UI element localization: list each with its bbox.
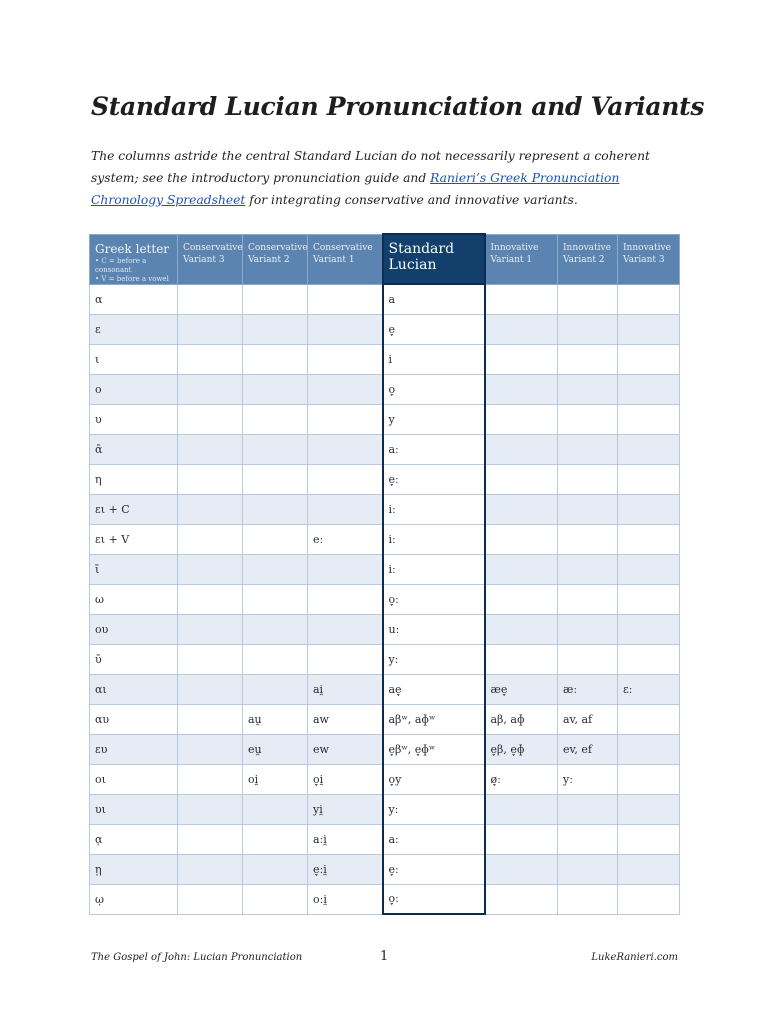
- cell-innovative-1: [485, 464, 558, 494]
- cell-conservative-3: [178, 794, 243, 824]
- cell-innovative-2: [558, 404, 618, 434]
- cell-greek-letter: ῡ: [90, 644, 178, 674]
- cell-conservative-2: [243, 554, 308, 584]
- cell-conservative-2: [243, 404, 308, 434]
- cell-innovative-2: av, af: [558, 704, 618, 734]
- cell-greek-letter: αυ: [90, 704, 178, 734]
- cell-innovative-2: [558, 434, 618, 464]
- cell-conservative-1: ew: [308, 734, 383, 764]
- cell-conservative-3: [178, 314, 243, 344]
- cell-innovative-1: [485, 344, 558, 374]
- cell-innovative-3: [618, 854, 680, 884]
- cell-conservative-1: oːi̯: [308, 884, 383, 914]
- cell-standard-lucian: ae̞: [383, 674, 485, 704]
- cell-innovative-1: aβ, aɸ: [485, 704, 558, 734]
- table-row: [90, 764, 680, 794]
- cell-conservative-2: [243, 464, 308, 494]
- cell-standard-lucian: aː: [383, 824, 485, 854]
- cell-conservative-1: [308, 314, 383, 344]
- cell-innovative-1: [485, 854, 558, 884]
- cell-greek-letter: ᾱ: [90, 434, 178, 464]
- footer-website: LukeRanieri.com: [591, 952, 678, 963]
- cell-innovative-3: [618, 554, 680, 584]
- cell-innovative-3: ɛː: [618, 674, 680, 704]
- table-row: [90, 284, 680, 314]
- cell-greek-letter: ᾳ: [90, 824, 178, 854]
- cell-innovative-2: [558, 794, 618, 824]
- cell-conservative-2: au̯: [243, 704, 308, 734]
- footer-page-number: 1: [380, 949, 389, 964]
- cell-conservative-1: [308, 554, 383, 584]
- cell-conservative-1: [308, 584, 383, 614]
- cell-standard-lucian: a: [383, 284, 485, 314]
- table-row: [90, 614, 680, 644]
- cell-conservative-1: [308, 494, 383, 524]
- footer-document-title: The Gospel of John: Lucian Pronunciation: [91, 952, 303, 963]
- cell-conservative-2: [243, 614, 308, 644]
- table-row: [90, 524, 680, 554]
- cell-greek-letter: ῳ: [90, 884, 178, 914]
- cell-innovative-3: [618, 734, 680, 764]
- cell-innovative-2: æː: [558, 674, 618, 704]
- header-greek-letter: [90, 234, 178, 284]
- cell-innovative-1: [485, 794, 558, 824]
- cell-greek-letter: ει + C: [90, 494, 178, 524]
- cell-conservative-3: [178, 704, 243, 734]
- cell-standard-lucian: aː: [383, 434, 485, 464]
- cell-conservative-3: [178, 824, 243, 854]
- cell-innovative-3: [618, 404, 680, 434]
- cell-conservative-3: [178, 614, 243, 644]
- cell-innovative-3: [618, 884, 680, 914]
- cell-conservative-2: [243, 374, 308, 404]
- cell-innovative-3: [618, 584, 680, 614]
- cell-conservative-3: [178, 374, 243, 404]
- cell-innovative-2: [558, 884, 618, 914]
- cell-innovative-3: [618, 464, 680, 494]
- cell-standard-lucian: aβʷ, aɸʷ: [383, 704, 485, 734]
- cell-conservative-1: o̞i̯: [308, 764, 383, 794]
- cell-innovative-3: [618, 614, 680, 644]
- header-conservative-3: Conservative Variant 3: [178, 234, 243, 284]
- header-standard-lucian: Standard Lucian: [383, 234, 485, 284]
- cell-greek-letter: ῑ: [90, 554, 178, 584]
- cell-greek-letter: αι: [90, 674, 178, 704]
- table-row: [90, 464, 680, 494]
- cell-conservative-2: [243, 644, 308, 674]
- cell-conservative-1: [308, 344, 383, 374]
- cell-innovative-3: [618, 794, 680, 824]
- cell-greek-letter: ω: [90, 584, 178, 614]
- cell-conservative-1: [308, 434, 383, 464]
- cell-conservative-2: [243, 674, 308, 704]
- cell-greek-letter: υ: [90, 404, 178, 434]
- cell-conservative-2: [243, 524, 308, 554]
- cell-innovative-1: [485, 824, 558, 854]
- header-conservative-2: Conservative Variant 2: [243, 234, 308, 284]
- cell-innovative-3: [618, 764, 680, 794]
- cell-conservative-1: aːi̯: [308, 824, 383, 854]
- cell-greek-letter: ευ: [90, 734, 178, 764]
- pronunciation-table: [89, 233, 680, 915]
- table-row: [90, 434, 680, 464]
- header-note-vowel: • V = before a vowel: [95, 274, 169, 283]
- table-row: [90, 854, 680, 884]
- cell-greek-letter: ῃ: [90, 854, 178, 884]
- cell-innovative-1: ø̞ː: [485, 764, 558, 794]
- cell-innovative-3: [618, 314, 680, 344]
- cell-standard-lucian: o̞ː: [383, 584, 485, 614]
- header-innovative-3: Innovative Variant 3: [618, 234, 680, 284]
- cell-conservative-2: [243, 314, 308, 344]
- cell-conservative-1: aw: [308, 704, 383, 734]
- header-note-consonant: • C = before a consonant: [95, 256, 147, 274]
- cell-innovative-3: [618, 644, 680, 674]
- cell-conservative-1: [308, 374, 383, 404]
- cell-standard-lucian: yː: [383, 794, 485, 824]
- cell-innovative-3: [618, 284, 680, 314]
- cell-innovative-3: [618, 824, 680, 854]
- cell-conservative-2: [243, 344, 308, 374]
- header-conservative-1: Conservative Variant 1: [308, 234, 383, 284]
- cell-innovative-1: [485, 314, 558, 344]
- cell-conservative-3: [178, 404, 243, 434]
- cell-conservative-2: [243, 884, 308, 914]
- cell-innovative-2: [558, 344, 618, 374]
- cell-conservative-1: [308, 614, 383, 644]
- table-row: [90, 704, 680, 734]
- cell-conservative-3: [178, 494, 243, 524]
- intro-text-after: for integrating conservative and innovative variants.: [245, 193, 578, 207]
- cell-conservative-1: yi̯: [308, 794, 383, 824]
- cell-conservative-2: [243, 584, 308, 614]
- cell-conservative-1: [308, 284, 383, 314]
- table-row: [90, 404, 680, 434]
- cell-standard-lucian: iː: [383, 524, 485, 554]
- cell-innovative-1: [485, 494, 558, 524]
- cell-innovative-2: [558, 464, 618, 494]
- cell-standard-lucian: y: [383, 404, 485, 434]
- table-row: [90, 584, 680, 614]
- intro-paragraph: [91, 145, 691, 211]
- cell-innovative-1: e̞β, e̞ɸ: [485, 734, 558, 764]
- cell-innovative-2: [558, 824, 618, 854]
- spreadsheet-link[interactable]: Ranieri’s Greek Pronunciation Chronology Spreadsheet: [91, 171, 620, 207]
- cell-innovative-3: [618, 494, 680, 524]
- table-row: [90, 374, 680, 404]
- cell-greek-letter: ο: [90, 374, 178, 404]
- cell-innovative-1: [485, 524, 558, 554]
- cell-conservative-2: [243, 854, 308, 884]
- cell-conservative-2: [243, 794, 308, 824]
- cell-innovative-1: [485, 404, 558, 434]
- cell-conservative-3: [178, 584, 243, 614]
- header-greek-letter-label: Greek letter: [95, 241, 170, 256]
- cell-innovative-2: [558, 554, 618, 584]
- cell-innovative-2: [558, 614, 618, 644]
- cell-conservative-3: [178, 524, 243, 554]
- cell-standard-lucian: iː: [383, 494, 485, 524]
- cell-innovative-1: [485, 284, 558, 314]
- cell-innovative-2: [558, 314, 618, 344]
- cell-conservative-3: [178, 764, 243, 794]
- cell-conservative-2: oi̯: [243, 764, 308, 794]
- cell-standard-lucian: iː: [383, 554, 485, 584]
- cell-innovative-2: [558, 854, 618, 884]
- cell-innovative-1: [485, 644, 558, 674]
- cell-greek-letter: ου: [90, 614, 178, 644]
- cell-innovative-2: ev, ef: [558, 734, 618, 764]
- cell-standard-lucian: o̞ː: [383, 884, 485, 914]
- table-row: [90, 884, 680, 914]
- cell-conservative-3: [178, 644, 243, 674]
- cell-innovative-3: [618, 704, 680, 734]
- cell-conservative-3: [178, 854, 243, 884]
- cell-conservative-1: ai̯: [308, 674, 383, 704]
- cell-standard-lucian: e̞: [383, 314, 485, 344]
- cell-greek-letter: υι: [90, 794, 178, 824]
- cell-conservative-1: [308, 644, 383, 674]
- cell-innovative-2: [558, 644, 618, 674]
- table-row: [90, 344, 680, 374]
- cell-innovative-1: [485, 884, 558, 914]
- cell-standard-lucian: o̞y: [383, 764, 485, 794]
- cell-innovative-3: [618, 374, 680, 404]
- header-innovative-1: Innovative Variant 1: [485, 234, 558, 284]
- cell-greek-letter: ι: [90, 344, 178, 374]
- cell-innovative-2: [558, 284, 618, 314]
- cell-conservative-3: [178, 734, 243, 764]
- cell-innovative-3: [618, 434, 680, 464]
- cell-conservative-2: eu̯: [243, 734, 308, 764]
- cell-conservative-3: [178, 554, 243, 584]
- cell-standard-lucian: e̞ː: [383, 854, 485, 884]
- cell-innovative-2: [558, 584, 618, 614]
- cell-innovative-3: [618, 344, 680, 374]
- cell-innovative-1: [485, 374, 558, 404]
- cell-innovative-1: [485, 554, 558, 584]
- cell-greek-letter: ει + V: [90, 524, 178, 554]
- table-row: [90, 824, 680, 854]
- table-header-row: [90, 234, 680, 284]
- page-title: Standard Lucian Pronunciation and Variants: [91, 92, 705, 121]
- cell-greek-letter: η: [90, 464, 178, 494]
- table-row: [90, 644, 680, 674]
- cell-standard-lucian: e̞ː: [383, 464, 485, 494]
- table-row: [90, 554, 680, 584]
- cell-conservative-1: [308, 404, 383, 434]
- cell-innovative-2: [558, 374, 618, 404]
- table-body: [90, 284, 680, 914]
- cell-standard-lucian: e̞βʷ, e̞ɸʷ: [383, 734, 485, 764]
- cell-greek-letter: α: [90, 284, 178, 314]
- cell-conservative-3: [178, 344, 243, 374]
- cell-conservative-2: [243, 284, 308, 314]
- cell-conservative-3: [178, 434, 243, 464]
- cell-innovative-2: yː: [558, 764, 618, 794]
- cell-standard-lucian: uː: [383, 614, 485, 644]
- header-innovative-2: Innovative Variant 2: [558, 234, 618, 284]
- intro-text-before: The columns astride the central Standard Lucian do not necessarily represent a coherent system; see the introductory pronunciation guide and: [91, 149, 650, 185]
- cell-greek-letter: ε: [90, 314, 178, 344]
- cell-innovative-1: æe̞: [485, 674, 558, 704]
- cell-conservative-3: [178, 674, 243, 704]
- cell-innovative-1: [485, 434, 558, 464]
- cell-greek-letter: οι: [90, 764, 178, 794]
- cell-standard-lucian: yː: [383, 644, 485, 674]
- table-row: [90, 674, 680, 704]
- cell-innovative-1: [485, 584, 558, 614]
- cell-conservative-3: [178, 884, 243, 914]
- cell-conservative-3: [178, 284, 243, 314]
- cell-innovative-3: [618, 524, 680, 554]
- table-row: [90, 794, 680, 824]
- cell-conservative-2: [243, 824, 308, 854]
- cell-innovative-1: [485, 614, 558, 644]
- table-row: [90, 314, 680, 344]
- cell-conservative-1: [308, 464, 383, 494]
- cell-conservative-1: e̞ːi̯: [308, 854, 383, 884]
- cell-innovative-2: [558, 494, 618, 524]
- cell-standard-lucian: i: [383, 344, 485, 374]
- cell-conservative-2: [243, 434, 308, 464]
- table-row: [90, 734, 680, 764]
- cell-innovative-2: [558, 524, 618, 554]
- table-row: [90, 494, 680, 524]
- cell-conservative-2: [243, 494, 308, 524]
- cell-conservative-3: [178, 464, 243, 494]
- cell-standard-lucian: o̞: [383, 374, 485, 404]
- cell-conservative-1: eː: [308, 524, 383, 554]
